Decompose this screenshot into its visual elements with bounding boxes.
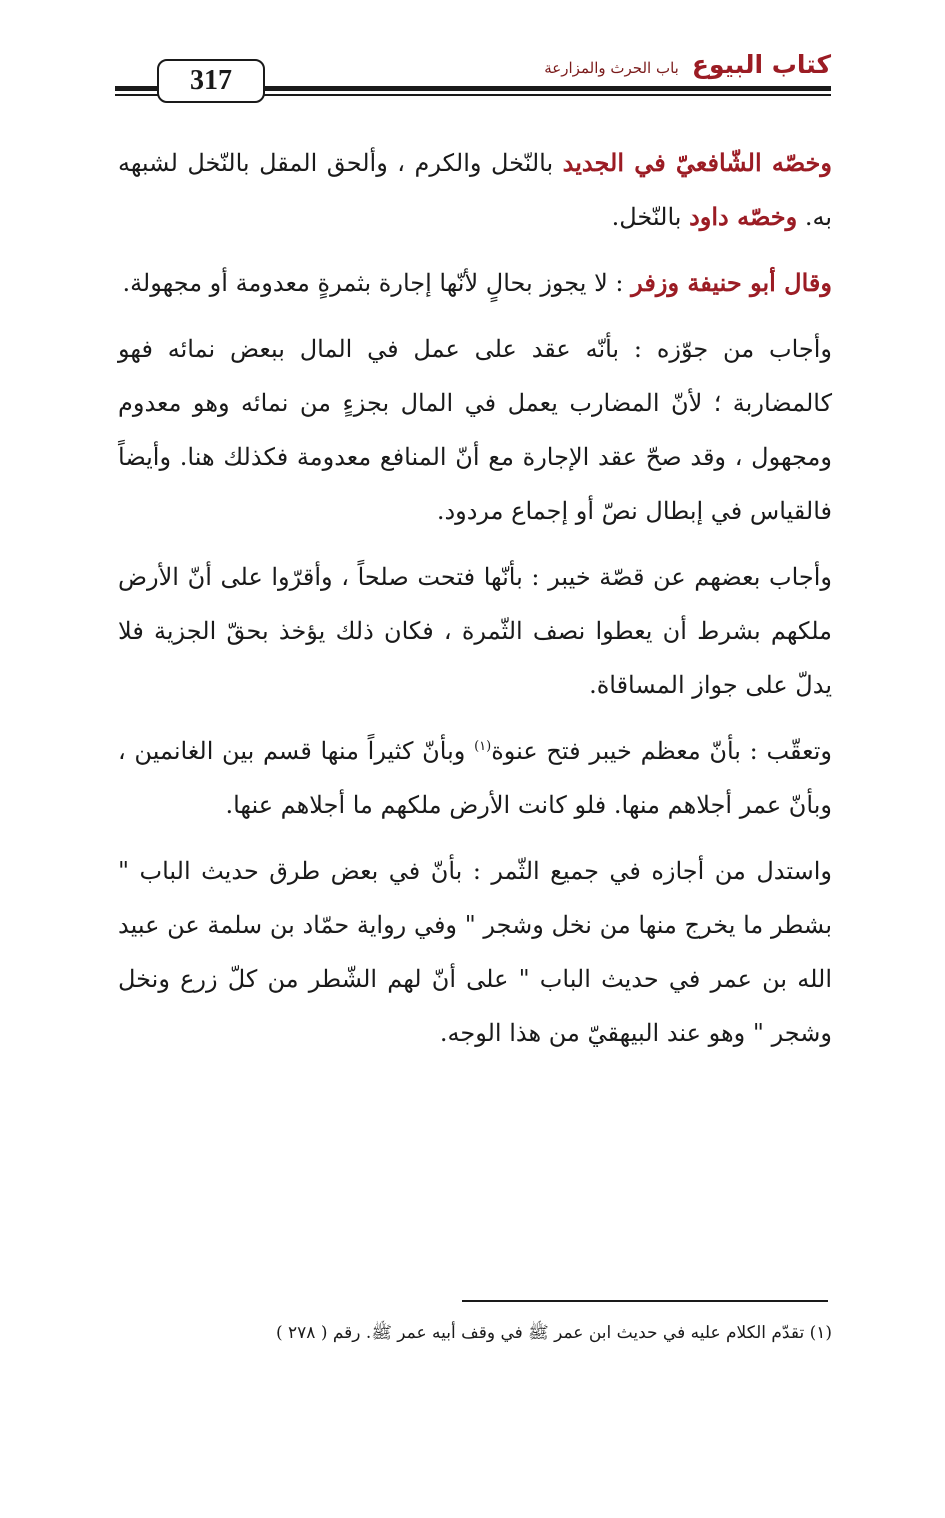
header-titles [544, 50, 831, 79]
text-span: وتعقّب : بأنّ معظم خيبر فتح عنوة [491, 737, 832, 765]
text-span: بالنّخل. [611, 203, 690, 231]
highlight-shafii: وخصّه الشّافعيّ في الجديد [562, 148, 832, 177]
text-span: وبأنّ كثيراً منها قسم بين الغانمين ، وبأنّ عمر أجلاهم منها. فلو كانت الأرض ملكهم ما أجلاهم عنها. [118, 737, 832, 819]
text-span: بالنّخل والكرم ، وألحق المقل بالنّخل لشبهه به. [118, 149, 832, 231]
main-text [118, 136, 832, 1072]
chapter-title: باب الحرث والمزارعة [544, 59, 679, 77]
page-number: 317 [157, 59, 265, 103]
paragraph-4: وأجاب بعضهم عن قصّة خيبر : بأنّها فتحت صلحاً ، وأقرّوا على أنّ الأرض ملكهم بشرط أن يعطوا نصف الثّمرة ، فكان ذلك يؤخذ بحقّ الجزية فلا يدلّ على جواز المساقاة. [118, 563, 832, 699]
book-title: كتاب البيوع [691, 50, 831, 79]
paragraph-2 [118, 256, 832, 310]
highlight-dawud: وخصّه داود [689, 202, 798, 231]
paragraph-1 [118, 136, 832, 244]
footnote-divider [462, 1300, 828, 1302]
highlight-abu-hanifa: وقال أبو حنيفة وزفر [631, 268, 832, 297]
footnote: (١) تقدّم الكلام عليه في حديث ابن عمر ﷺ في وقف أبيه عمر ﷺ. رقم ( ٢٧٨ ) [275, 1323, 832, 1343]
page-header [115, 50, 831, 110]
paragraph-6: واستدل من أجازه في جميع الثّمر : بأنّ في بعض طرق حديث الباب " بشطر ما يخرج منها من نخل وشجر " وفي رواية حمّاد بن سلمة عن عبيد الله بن عمر في حديث الباب " على أنّ لهم الشّطر من كلّ زرع ونخل وشجر " وهو عند البيهقيّ من هذا الوجه. [118, 857, 832, 1047]
text-span: : لا يجوز بحالٍ لأنّها إجارة بثمرةٍ معدومة أو مجهولة. [122, 269, 632, 297]
footnote-reference: (١) [474, 739, 492, 754]
paragraph-3: وأجاب من جوّزه : بأنّه عقد على عمل في المال ببعض نمائه فهو كالمضاربة ؛ لأنّ المضارب يعمل في المال بجزءٍ من نمائه وهو معدوم ومجهول ، وقد صحّ عقد الإجارة مع أنّ المنافع معدومة فكذلك هنا. وأيضاً فالقياس في إبطال نصّ أو إجماع مردود. [118, 335, 832, 525]
paragraph-5 [118, 724, 832, 832]
